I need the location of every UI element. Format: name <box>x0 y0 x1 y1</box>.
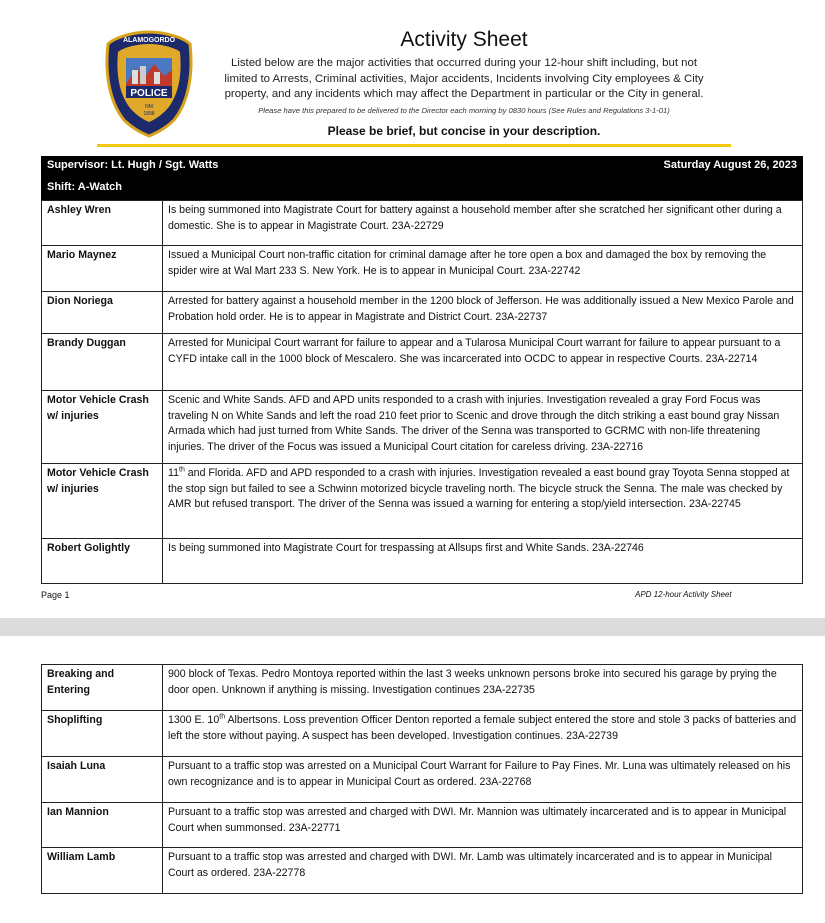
document-title: Activity Sheet <box>400 28 528 51</box>
table-row <box>42 464 803 539</box>
police-seal-logo <box>104 30 194 138</box>
supervisor-label: Supervisor: Lt. Hugh / Sgt. Watts <box>47 159 219 171</box>
shift-date: Saturday August 26, 2023 <box>663 159 797 171</box>
entry-name: Brandy Duggan <box>42 334 163 391</box>
svg-text:NM: NM <box>145 104 153 110</box>
gold-divider <box>97 144 731 147</box>
entry-name: Motor Vehicle Crash w/ injuries <box>42 391 163 464</box>
entry-name: Dion Noriega <box>42 292 163 334</box>
entry-name: Ashley Wren <box>42 201 163 246</box>
entry-description: Arrested for battery against a household member in the 1200 block of Jefferson. He was additionally issued a New Mexico Parole and Probation hold order. He is to appear in Magistrate and District Court. 23A-22737 <box>163 292 803 334</box>
shift-label: Shift: A-Watch <box>47 181 122 193</box>
table-row <box>42 757 803 803</box>
brief-instruction: Please be brief, but concise in your description. <box>327 124 601 138</box>
entry-name: Breaking and Entering <box>42 665 163 711</box>
table-row <box>42 539 803 584</box>
entry-description: Issued a Municipal Court non-traffic citation for criminal damage after he tore open a box and damaged the box by removing the spider wire at Wal Mart 233 S. New York. He is to appear in Municipal Court. 23A-22742 <box>163 246 803 292</box>
document-footer-title: APD 12-hour Activity Sheet <box>635 590 732 599</box>
entry-description <box>163 711 803 757</box>
ordinal-suffix: th <box>179 466 185 474</box>
entry-name: Shoplifting <box>42 711 163 757</box>
entry-description-rest: and Florida. AFD and APD responded to a crash with injuries. Investigation revealed a east bound gray Toyota Senna stopped at the stop sign but failed to see a Schwinn motorized bicycle traveling north. The bicycle struck the Senna. The male was checked by AMR but refused transport. The driver of the Senna was issued a warning for entering a stop/yield intersection. 23A-22745 <box>168 467 790 510</box>
entry-description: Is being summoned into Magistrate Court for trespassing at Allsups first and White Sands. 23A-22746 <box>163 539 803 584</box>
entry-description: Pursuant to a traffic stop was arrested on a Municipal Court Warrant for Failure to Pay Fines. Mr. Luna was ultimately released on his own recognizance and is to appear in Municipal Court as ordered. 23A-22768 <box>163 757 803 803</box>
entry-description: 900 block of Texas. Pedro Montoya reported within the last 3 weeks unknown persons broke into secured his garage by prying the door open. Unknown if anything is missing. Investigation continues 23A-22735 <box>163 665 803 711</box>
shift-header-bar <box>41 156 803 200</box>
table-row <box>42 803 803 848</box>
entry-name: Robert Golightly <box>42 539 163 584</box>
entry-description: Pursuant to a traffic stop was arrested and charged with DWI. Mr. Lamb was ultimately incarcerated and is to appear in Municipal Court as ordered. 23A-22778 <box>163 848 803 894</box>
table-row <box>42 246 803 292</box>
page-2 <box>0 636 825 923</box>
activity-table-page-1 <box>41 200 803 584</box>
activity-table-page-2 <box>41 664 803 894</box>
delivery-note: Please have this prepared to be delivered to the Director each morning by 0830 hours (See Rules and Regulations 3-1-01) <box>258 106 670 115</box>
entry-description-prefix: 1300 E. 10 <box>168 714 220 726</box>
table-row <box>42 848 803 894</box>
entry-name: William Lamb <box>42 848 163 894</box>
entry-name: Mario Maynez <box>42 246 163 292</box>
table-row <box>42 334 803 391</box>
svg-text:POLICE: POLICE <box>130 88 168 99</box>
entry-description-rest: Albertsons. Loss prevention Officer Denton reported a female subject entered the store and stole 3 packs of batteries and left the store without paying. A suspect has been developed. Investigation continues. 23A-22739 <box>168 714 797 742</box>
table-row <box>42 292 803 334</box>
entry-description: Arrested for Municipal Court warrant for failure to appear and a Tularosa Municipal Court warrant for failure to appear pursuant to a CYFD intake call in the 1000 block of Mescalero. She was incarcerated into OCDC to appear in respective Courts. 23A-22714 <box>163 334 803 391</box>
entry-name: Motor Vehicle Crash w/ injuries <box>42 464 163 539</box>
svg-text:1898: 1898 <box>143 111 155 117</box>
entry-description: Pursuant to a traffic stop was arrested and charged with DWI. Mr. Mannion was ultimately incarcerated and is to appear in Municipal Court when summonsed. 23A-22771 <box>163 803 803 848</box>
table-row <box>42 201 803 246</box>
table-row <box>42 665 803 711</box>
entry-name: Isaiah Luna <box>42 757 163 803</box>
entry-description-prefix: 11 <box>168 467 179 479</box>
entry-name: Ian Mannion <box>42 803 163 848</box>
table-row <box>42 391 803 464</box>
entry-description: Is being summoned into Magistrate Court for battery against a household member after she scratched her significant other during a domestic. She is to appear in Magistrate Court. 23A-22729 <box>163 201 803 246</box>
svg-text:ALAMOGORDO: ALAMOGORDO <box>122 37 176 44</box>
ordinal-suffix: th <box>219 713 226 721</box>
intro-text: Listed below are the major activities that occurred during your 12-hour shift including, but not limited to Arrests, Criminal activities, Major accidents, Incidents involving City employees & City property, and any incidents which may affect the Department in particular or the City in general. <box>224 57 704 100</box>
page-number: Page 1 <box>41 590 70 600</box>
table-row <box>42 711 803 757</box>
entry-description: Scenic and White Sands. AFD and APD units responded to a crash with injuries. Investigation revealed a gray Ford Focus was traveling N on White Sands and left the road 210 feet prior to Scenic and drove through the ditch striking a east bound gray Nissan Armada which had just turned from White Sands. The driver of the Senna was transported to GCRMC with non-life threatening injuries. The driver of the Focus was issued a Municipal Court citation for careless driving. 23A-22716 <box>163 391 803 464</box>
entry-description <box>163 464 803 539</box>
